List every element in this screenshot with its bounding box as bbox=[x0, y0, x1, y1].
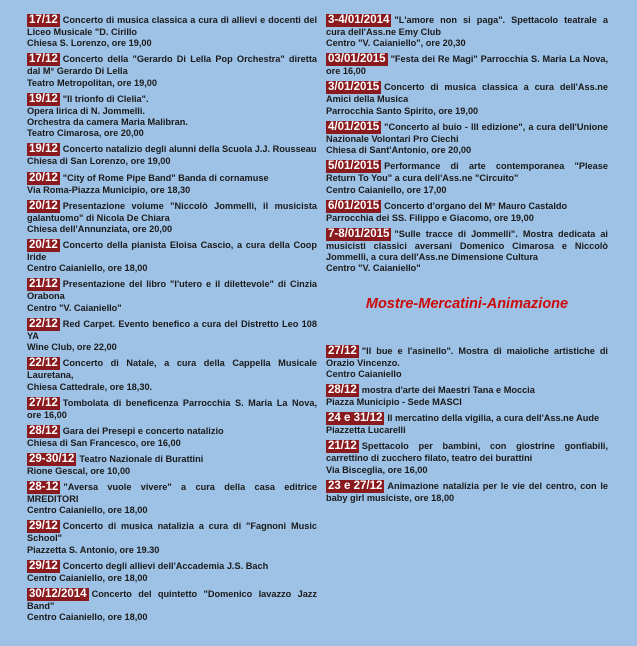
event-item bbox=[27, 397, 317, 421]
concert-events-list bbox=[326, 14, 608, 275]
event-detail: Centro Caianiello, ore 18,00 bbox=[27, 263, 148, 274]
event-date-badge: 20/12 bbox=[29, 171, 58, 184]
event-description: Gara dei Presepi e concerto natalizio bbox=[62, 425, 224, 436]
event-description: Concerto di musica classica a cura di allievi e docenti del Liceo Musicale "D. Cirillo bbox=[27, 15, 317, 37]
event-description: "L'amore non si paga". Spettacolo teatrale a cura dell'Ass.ne Emy Club bbox=[326, 15, 608, 37]
event-detail: Rione Gescal, ore 10,00 bbox=[27, 465, 131, 476]
event-date-badge: 22/12 bbox=[29, 357, 58, 370]
event-detail: Centro Caianiello, ore 18,00 bbox=[27, 612, 148, 623]
event-date-badge: 19/12 bbox=[29, 92, 58, 105]
event-item bbox=[27, 93, 317, 140]
event-date-badge: 29-30/12 bbox=[29, 452, 75, 465]
event-item bbox=[326, 384, 608, 408]
event-detail: Wine Club, ore 22,00 bbox=[27, 342, 117, 353]
event-description: Tombolata di beneficenza Parrocchia S. Maria La Nova, ore 16,00 bbox=[27, 397, 317, 420]
event-date-badge: 03/01/2015 bbox=[328, 53, 386, 66]
event-date-badge: 24 e 31/12 bbox=[328, 412, 383, 425]
event-detail: Parrocchia Santo Spirito, ore 19,00 bbox=[326, 105, 479, 116]
event-date-badge: 28-12 bbox=[29, 480, 59, 493]
event-description: Concerto d'organo del M° Mauro Castaldo bbox=[384, 200, 568, 211]
event-description: Concerto della pianista Eloisa Cascio, a cura della Coop Iride bbox=[27, 240, 317, 263]
event-item bbox=[27, 239, 317, 275]
event-item bbox=[326, 412, 608, 436]
event-date-badge: 28/12 bbox=[328, 384, 357, 397]
event-date-badge: 27/12 bbox=[29, 396, 58, 409]
event-detail: Via Roma-Piazza Municipio, ore 18,30 bbox=[27, 184, 191, 195]
event-item bbox=[326, 160, 608, 196]
event-description: Presentazione del libro "l'utero e il dilettevole" di Cinzia Orabona bbox=[27, 279, 317, 302]
event-item bbox=[326, 53, 608, 77]
event-detail: Centro Caianiello bbox=[326, 368, 402, 379]
left-column bbox=[27, 14, 317, 627]
event-item bbox=[27, 278, 317, 314]
event-detail: Parrocchia dei SS. Filippo e Giacomo, ore 19,00 bbox=[326, 212, 534, 223]
event-item bbox=[27, 588, 317, 624]
event-detail: Centro "V. Caianiello", ore 20,30 bbox=[326, 38, 466, 49]
event-item bbox=[27, 200, 317, 236]
event-detail: Piazzetta Lucarelli bbox=[326, 425, 406, 436]
event-item bbox=[27, 425, 317, 449]
event-description: Concerto di musica classica a cura dell'Ass.ne Amici della Musica bbox=[326, 82, 608, 105]
event-detail: Chiesa dell'Annunziata, ore 20,00 bbox=[27, 223, 173, 234]
event-detail: Chiesa di Sant'Antonio, ore 20,00 bbox=[326, 145, 472, 156]
event-detail: Centro Caianiello, ore 18,00 bbox=[27, 505, 148, 516]
event-description: Concerto di musica natalizia a cura di "Fagnoni Music School" bbox=[27, 521, 317, 544]
event-item bbox=[27, 318, 317, 354]
event-description: "City of Rome Pipe Band" Banda di cornamuse bbox=[62, 172, 269, 183]
event-date-badge: 3-4/01/2014 bbox=[328, 14, 390, 26]
event-description: "Concerto al buio - III edizione", a cura dell'Unione Nazionale Volontari Pro Ciechi bbox=[326, 121, 608, 144]
event-date-badge: 21/12 bbox=[29, 278, 58, 291]
event-item bbox=[27, 453, 317, 477]
event-detail: Centro Caianiello, ore 17,00 bbox=[326, 184, 447, 195]
event-item bbox=[27, 53, 317, 89]
event-detail: Orchestra da camera Maria Malibran. bbox=[27, 117, 188, 128]
exhibitions-events-list bbox=[326, 345, 608, 504]
event-item bbox=[27, 481, 317, 517]
event-description: Performance di arte contemporanea "Please Return To You" a cura dell'Ass.ne "Circuito" bbox=[326, 161, 608, 184]
event-date-badge: 17/12 bbox=[29, 53, 58, 66]
event-date-badge: 7-8/01/2015 bbox=[328, 227, 390, 240]
event-detail: Via Bisceglia, ore 16,00 bbox=[326, 464, 428, 475]
event-detail: Centro "V. Caianiello" bbox=[326, 263, 421, 274]
event-date-badge: 20/12 bbox=[29, 199, 58, 212]
event-detail: Opera lirica di N. Jommelli. bbox=[27, 105, 145, 116]
event-description: Il mercatino della vigilia, a cura dell'Ass.ne Aude bbox=[387, 413, 600, 424]
section-heading: Mostre-Mercatini-Animazione bbox=[365, 295, 569, 312]
event-date-badge: 22/12 bbox=[29, 317, 58, 330]
event-detail: Teatro Metropolitan, ore 19,00 bbox=[27, 77, 158, 88]
event-description: Concerto degli allievi dell'Accademia J.S. Bach bbox=[62, 560, 269, 571]
event-detail: Centro Caianiello, ore 18,00 bbox=[27, 572, 148, 583]
event-date-badge: 30/12/2014 bbox=[29, 587, 87, 600]
event-date-badge: 20/12 bbox=[29, 239, 58, 252]
event-item bbox=[326, 200, 608, 224]
event-detail: Chiesa di San Francesco, ore 16,00 bbox=[27, 437, 181, 448]
event-date-badge: 4/01/2015 bbox=[328, 120, 380, 133]
event-detail: Chiesa di San Lorenzo, ore 19,00 bbox=[27, 156, 171, 167]
event-description: Concerto natalizio degli alunni della Scuola J.J. Rousseau bbox=[62, 144, 317, 155]
event-item bbox=[27, 14, 317, 50]
event-date-badge: 6/01/2015 bbox=[328, 199, 380, 212]
event-item bbox=[326, 228, 608, 275]
event-detail: Piazza Municipio - Sede MASCI bbox=[326, 397, 462, 408]
event-date-badge: 27/12 bbox=[328, 344, 357, 357]
event-item bbox=[326, 345, 608, 381]
event-item bbox=[326, 480, 608, 504]
event-description: mostra d'arte dei Maestri Tana e Moccia bbox=[361, 385, 535, 396]
event-item bbox=[27, 357, 317, 393]
event-description: Teatro Nazionale di Burattini bbox=[79, 453, 204, 464]
event-description: Concerto di Natale, a cura della Cappella Musicale Lauretana, bbox=[27, 358, 317, 381]
event-date-badge: 17/12 bbox=[29, 14, 58, 26]
event-description: "Il bue e l'asinello". Mostra di maioliche artistiche di Orazio Vincenzo. bbox=[326, 345, 608, 368]
event-description: Concerto della "Gerardo Di Lella Pop Orchestra" diretta dal M° Gerardo Di Lella bbox=[27, 54, 317, 77]
event-date-badge: 3/01/2015 bbox=[328, 81, 380, 94]
event-detail: Centro "V. Caianiello" bbox=[27, 302, 122, 313]
event-item bbox=[326, 14, 608, 50]
event-date-badge: 29/12 bbox=[29, 520, 58, 533]
event-detail: Chiesa S. Lorenzo, ore 19,00 bbox=[27, 38, 152, 49]
event-detail: Piazzetta S. Antonio, ore 19.30 bbox=[27, 544, 160, 555]
event-item bbox=[27, 143, 317, 167]
event-date-badge: 5/01/2015 bbox=[328, 160, 380, 173]
event-description: Red Carpet. Evento benefico a cura del Distretto Leo 108 YA bbox=[27, 318, 317, 341]
event-item bbox=[326, 440, 608, 476]
event-detail: Chiesa Cattedrale, ore 18,30. bbox=[27, 381, 153, 392]
event-description: Animazione natalizia per le vie del centro, con le baby girl musiciste, ore 18,00 bbox=[326, 480, 608, 503]
event-date-badge: 19/12 bbox=[29, 143, 58, 156]
event-item bbox=[326, 121, 608, 157]
event-item bbox=[326, 81, 608, 117]
event-description: "Sulle tracce di Jommelli". Mostra dedicata ai musicisti classici aversani Domenico Cimarosa e Niccolò Jommelli, a cura dell'Ass.ne Dimensione Cultura bbox=[326, 228, 608, 263]
event-date-badge: 29/12 bbox=[29, 559, 58, 572]
event-detail: Teatro Cimarosa, ore 20,00 bbox=[27, 128, 144, 139]
event-date-badge: 23 e 27/12 bbox=[328, 479, 383, 492]
event-date-badge: 21/12 bbox=[328, 440, 357, 453]
right-column bbox=[326, 14, 608, 508]
event-description: "Il trionfo di Clelia". bbox=[62, 93, 149, 104]
event-item bbox=[27, 172, 317, 196]
event-description: "Aversa vuole vivere" a cura della casa editrice MREDITORI bbox=[27, 481, 317, 504]
event-description: Presentazione volume "Niccolò Jommelli, il musicista galantuomo" di Nicola De Chiara bbox=[27, 200, 317, 223]
event-item bbox=[27, 520, 317, 556]
event-item bbox=[27, 560, 317, 584]
event-date-badge: 28/12 bbox=[29, 424, 58, 437]
event-description: Concerto del quintetto "Domenico Iavazzo Jazz Band" bbox=[27, 588, 317, 611]
event-description: Spettacolo per bambini, con giostrine gonfiabili, carrettino di zucchero filato, teatro dei burattini bbox=[326, 441, 608, 464]
event-description: "Festa dei Re Magi" Parrocchia S. Maria La Nova, ore 16,00 bbox=[326, 54, 608, 77]
